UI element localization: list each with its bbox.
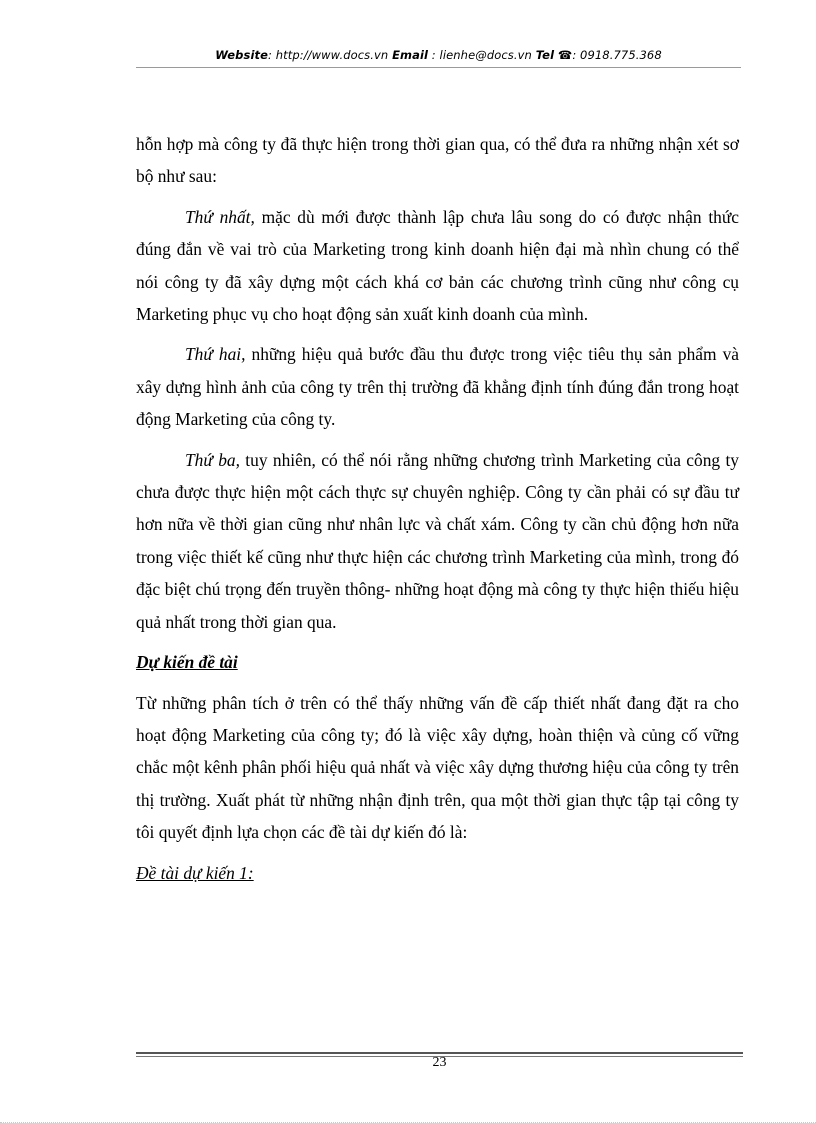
website-label: Website <box>215 48 268 62</box>
second-point-text: những hiệu quả bước đầu thu được trong việc tiêu thụ sản phẩm và xây dựng hình ảnh của công ty trên thị trường đã khẳng định tính đúng đắn trong hoạt động Marketing của công ty. <box>136 344 739 430</box>
paragraph-third-point <box>136 444 739 638</box>
paragraph-second-point <box>136 338 739 435</box>
phone-icon: ☎ <box>557 48 573 62</box>
page-header <box>136 48 741 62</box>
email-value: : lienhe@docs.vn <box>428 48 536 62</box>
document-body <box>136 128 739 889</box>
section-heading-proposed-topic: Dự kiến đề tài <box>136 652 238 673</box>
third-point-text: tuy nhiên, có thể nói rằng những chương trình Marketing của công ty chưa được thực hiện một cách thực sự chuyên nghiệp. Công ty cần phải có sự đầu tư hơn nữa về thời gian cũng như nhân lực và chất xám. Công ty cần chủ động hơn nữa trong việc thiết kế cũng như thực hiện các chương trình Marketing của mình, trong đó đặc biệt chú trọng đến truyền thông- những hoạt động mà công ty thực hiện thiếu hiệu quả nhất trong thời gian qua. <box>136 449 739 632</box>
footer-divider-thick <box>136 1052 743 1054</box>
header-divider <box>136 67 741 68</box>
paragraph-first-point <box>136 201 739 331</box>
first-point-lead: Thứ nhất, <box>185 206 255 227</box>
first-point-text: mặc dù mới được thành lập chưa lâu song do có được nhận thức đúng đắn về vai trò của Marketing trong kinh doanh hiện đại mà nhìn chung có thể nói công ty đã xây dựng một cách khá cơ bản các chương trình cũng như công cụ Marketing phục vụ cho hoạt động sản xuất kinh doanh của mình. <box>136 206 739 325</box>
third-point-lead: Thứ ba, <box>185 449 240 470</box>
second-point-lead: Thứ hai, <box>185 344 246 365</box>
section-heading-topic-1: Đề tài dự kiến 1: <box>136 862 254 883</box>
website-value: : http://www.docs.vn <box>268 48 393 62</box>
email-label: Email <box>392 48 429 62</box>
tel-value: : 0918.775.368 <box>572 48 662 62</box>
tel-label: Tel <box>535 48 555 62</box>
paragraph-analysis: Từ những phân tích ở trên có thể thấy những vấn đề cấp thiết nhất đang đặt ra cho hoạt động Marketing của công ty; đó là việc xây dựng, hoàn thiện và củng cố vững chắc một kênh phân phối hiệu quả nhất và việc xây dựng thương hiệu của công ty trên thị trường. Xuất phát từ những nhận định trên, qua một thời gian thực tập tại công ty tôi quyết định lựa chọn các đề tài dự kiến đó là: <box>136 692 739 843</box>
paragraph-intro: hỗn hợp mà công ty đã thực hiện trong thời gian qua, có thể đưa ra những nhận xét sơ bộ như sau: <box>136 134 739 187</box>
page-number: 23 <box>432 1055 447 1070</box>
